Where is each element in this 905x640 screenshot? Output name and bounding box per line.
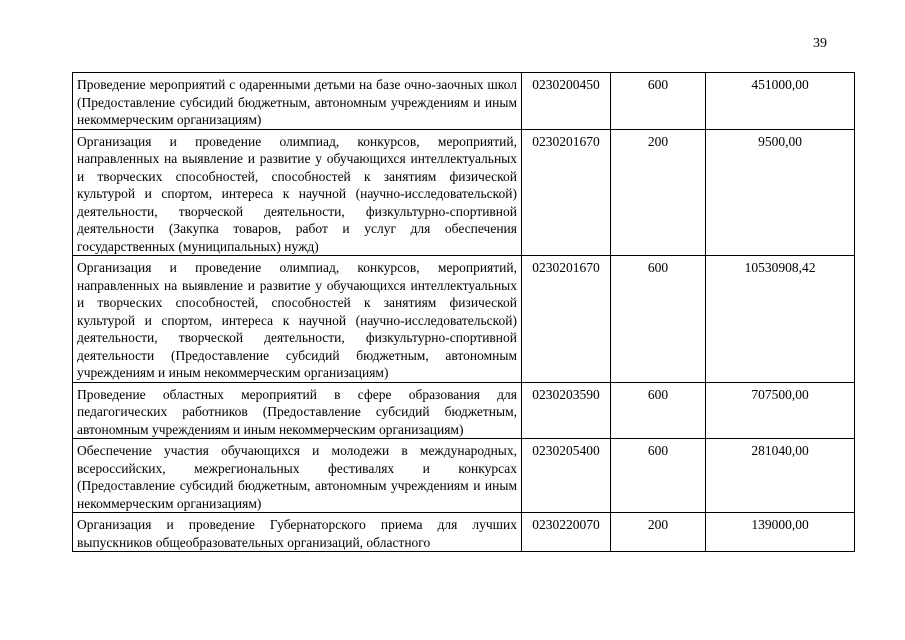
row-amount: 707500,00 (706, 382, 855, 439)
row-code: 0230203590 (522, 382, 611, 439)
row-description: Организация и проведение олимпиад, конкурсов, мероприятий, направленных на выявление и развитие у обучающихся интеллектуальных и творческих способностей, способностей к занятиям физической культурой и спортом, интереса к научной (научно-исследовательской) деятельности, творческой деятельности, физкультурно-спортивной деятельности (Предоставление субсидий бюджетным, автономным учреждениям и иным некоммерческим организациям) (73, 256, 522, 383)
row-code: 0230201670 (522, 256, 611, 383)
row-code: 0230205400 (522, 439, 611, 513)
row-code: 0230220070 (522, 513, 611, 552)
table-row (73, 382, 855, 439)
row-code: 0230201670 (522, 129, 611, 256)
row-description: Проведение областных мероприятий в сфере образования для педагогических работников (Предоставление субсидий бюджетным, автономным учреждениям и иным некоммерческим организациям) (73, 382, 522, 439)
row-expense-type: 600 (611, 73, 706, 130)
page-bottom-margin (0, 580, 905, 640)
page-number: 39 (813, 36, 827, 51)
row-description: Организация и проведение олимпиад, конкурсов, мероприятий, направленных на выявление и развитие у обучающихся интеллектуальных и творческих способностей, способностей к занятиям физической культурой и спортом, интереса к научной (научно-исследовательской) деятельности, творческой деятельности, физкультурно-спортивной деятельности (Закупка товаров, работ и услуг для обеспечения государственных (муниципальных) нужд) (73, 129, 522, 256)
budget-table (72, 72, 855, 552)
row-expense-type: 600 (611, 256, 706, 383)
table-row (73, 256, 855, 383)
row-description: Проведение мероприятий с одаренными детьми на базе очно-заочных школ (Предоставление субсидий бюджетным, автономным учреждениям и иным некоммерческим организациям) (73, 73, 522, 130)
row-amount: 281040,00 (706, 439, 855, 513)
table-row (73, 513, 855, 552)
row-expense-type: 600 (611, 382, 706, 439)
row-description: Обеспечение участия обучающихся и молодежи в международных, всероссийских, межрегиональных фестивалях и конкурсах (Предоставление субсидий бюджетным, автономным учреждениям и иным некоммерческим организациям) (73, 439, 522, 513)
row-amount: 139000,00 (706, 513, 855, 552)
row-amount: 10530908,42 (706, 256, 855, 383)
row-expense-type: 600 (611, 439, 706, 513)
row-expense-type: 200 (611, 129, 706, 256)
row-code: 0230200450 (522, 73, 611, 130)
table-row (73, 129, 855, 256)
table-row (73, 439, 855, 513)
row-amount: 9500,00 (706, 129, 855, 256)
row-expense-type: 200 (611, 513, 706, 552)
table-row (73, 73, 855, 130)
row-description: Организация и проведение Губернаторского приема для лучших выпускников общеобразовательных организаций, областного (73, 513, 522, 552)
row-amount: 451000,00 (706, 73, 855, 130)
